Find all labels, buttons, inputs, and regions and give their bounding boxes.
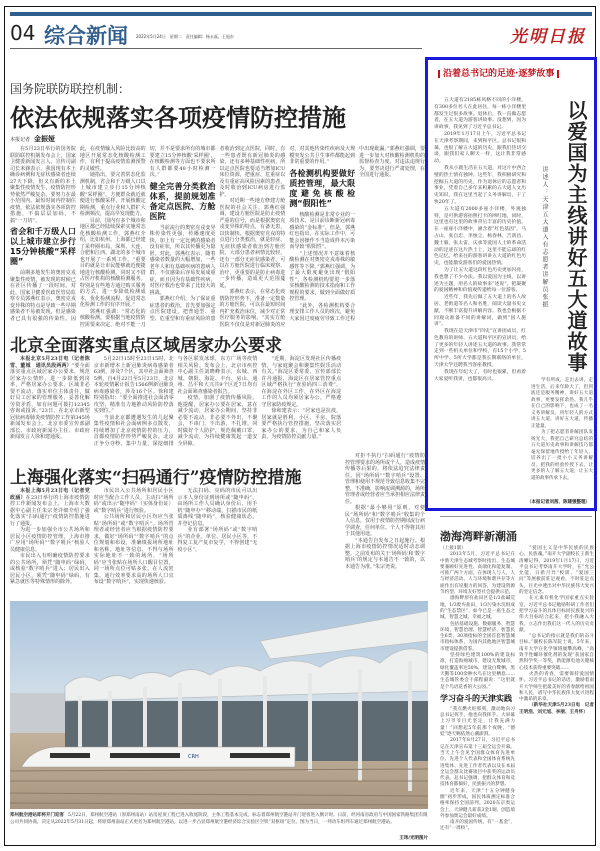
issue-meta: 2022年5月24日 星期二 责任编辑：杨永磊、王旭东 xyxy=(136,34,234,39)
paragraph: 徐和建表示：“居家也是抗疫，居家就是胜利。小区、平房、院落要严格执行管控措施，坚决落实居家办公的要求，为自己和家人负责，为疫情防控贡献力量。” xyxy=(261,408,342,440)
paragraph: “我点燃火炬那刻，激动地向习总书记挥手，他也向我挥手。大屏幕上习爷爷目光坚定，让我充满力量！”回想起5年前那个夜晚，“德娃”逐天赐依然心潮澎湃。 xyxy=(440,706,515,738)
sign-off: （新华社天津5月23日电 记者王明浩、刘元旭、李丽、王舟怀） xyxy=(519,703,594,715)
paragraph: 郭燕红表示，在常态化疫情防控形势下，准备一定数量的方舱医院，可以在最短时间内扩充救治床位，减少对正常医疗服务的影响。“其实方舱医院不仅仅是对新冠肺炎的应对，对其他传染性疾病及大规模突发公共卫生事件都能起到非常重要的作用。” xyxy=(219,146,356,328)
page-number: 04 xyxy=(10,21,36,45)
feature-byline: 讲述人：天津五大道入有志愿者讲解员张振 xyxy=(541,166,548,309)
subheading: 各检测机构要做好质控管理，最大限度避免核酸检测“假阳性” xyxy=(289,168,356,208)
paragraph: “总书记的指示就是我们的奋斗目标。”副校长陈军院士说，5年来，南开大学在化学领域屡攀高峰，“高效手性螺环催化剂的发现”获国家自然科学奖一等奖，新能源电池关键核心技术获得重要突破…… xyxy=(519,634,594,671)
top-rule xyxy=(10,12,592,16)
paragraph xyxy=(10,488,90,527)
column-tag xyxy=(438,66,559,79)
paragraph: 根据“最小够用”原则，对便民“场所码”和“数字哨兵”收集的个人信息，仅用于疫情防控期间流行病学调查，任何单位、个人不得将其用于其他用途。 xyxy=(345,505,426,537)
lead-kicker: 国务院联防联控机制： xyxy=(10,82,131,96)
paragraph: 南开的爱国传统，有“一基金”，还有“一周校”。 xyxy=(440,820,515,832)
paragraph: 郭燕红强调：“常态化的核酸检测，要根据当地疫情防控需要来决定，绝对不能一刀切，并不是要求所有的城市都要建立15分钟核酸‘采样圈’，在核酸检测等方面也不要求所有人群都要48小时检测一次。” xyxy=(79,146,216,328)
subheading: 健全完善分类救治体系，提前规划准备定点医院、方舱医院 xyxy=(149,181,216,221)
paragraph: 业有部署“场所码”或“数字哨兵”的企业、单位、居民小区等，不得复工复产复市复学，不得创建“无疫小区”。 xyxy=(177,527,258,553)
paragraph: 对拒不执行“扫码通行”疫情防控管理要求的场所或个人，造成疫情传播等后果的，将依法追究法律责任。因“场所码”“数字哨兵”设置、管理和使用不规范导致信息收集不完整，不准确，影响流调溯源的，场所管理者或经营者应当承担相应法律责任。 xyxy=(345,453,426,505)
dateline: 本报上海5月23日电（记者党政涵） xyxy=(10,488,90,501)
dateline: 本报北京5月23日电（记者陈雪、董城 通讯员段两两） xyxy=(10,356,90,369)
paragraph: 郭燕红介绍，为了保证重症患者的救治，首先要加强定点医院建设，把普通型、重型、危重型和有重症风险的患者收治到定点医院，同时，有一些患者既有新冠肺炎的感染，还有多种基础性疾病，所以定点医院也要适当增加ICU床位资源，把重症、危重症以及有重症高风险因素的患者，及时收治到ICU病房进行监护。 xyxy=(149,146,286,322)
subheading: 学习奋斗的天津实践 xyxy=(440,693,512,703)
paragraph: 在元素有机化学国家重点实验室，习近平总书记勉励科研工作者们把学习奋斗的具体目标同民族复兴的伟大目标结合起来，把小我融入大我，立志作出我们这一代人的历史贡献。 xyxy=(519,596,594,633)
train-station-image xyxy=(10,601,428,809)
paragraph xyxy=(10,356,90,441)
paragraph: 2013年5月，习近平总书记在中新天津生态城考察时指出，生态城要兼顾好先进性、高端化和能复制、可推广两个方面，在体现人与人、人与经济活动、人与环境和谐共存等方面作出有说服力的回答，为建设资源节约型、环境友好型社会提供示范。 xyxy=(440,552,515,596)
paragraph: 在5月23日举行的国务院联防联控机制发布会上，国家卫健委新闻发言人、宣传司副司长米锋表示，我国现有本土确诊病例和无症状感染者连续27天下降，但又有新的本土聚集性疫情发生，疫情防控形势依然严峻复杂。要努力在最小范围内、最短时间内控制住疫情，依法依规落实各项防控措施，不搞层层加码，不搞“一刀切”。 xyxy=(10,146,76,224)
paragraph: 为进一步加强全市公共场所和居民小区疫情防控管理，上海市推广应用“场所码”“数字哨兵”核验人员健康信息。 xyxy=(10,527,90,553)
beijing-headline: 北京全面落实重点区域居家办公要求 xyxy=(10,336,282,356)
byline-label: 本报记者 xyxy=(10,137,31,143)
paragraph: 疫情，加剧了疫情传播风险。他提醒，居家办公要在居家，意在减少流动，居家办公期间，坚持非必要不流动，非必要不外出，不聚会，不串门，不出游，不扎堆。同时做好个人防护，规范佩戴口罩，减少流动，为持续健康筑起一道安全屏障。 xyxy=(177,395,258,447)
paragraph: 火热的青春，需要保持爱国情怀。习近平总书记的话语，激励着南开大学师生把最美好的青春献给祖国和人民，谱写中华民族伟大复兴进程中激昂的乐章。 xyxy=(519,671,594,703)
tag-mark-icon xyxy=(557,70,559,78)
paragraph: 目前，国内有多个城市和地区都已经陆续探索实施常态化核酸检测工作。郭燕红介绍，比如杭州、上海都已经建了采样圈布局，深圳、大连、合肥和江西、湖北的多个城市也开展了一系列工作。“重要目的就是让市民能够就近便捷地进行核酸检测，同时又不借占医疗机构的核酸检测服务。特别是有些地方通过购买服务的方式，进一步降低检测成本，优化检测流程，促进常态化检测工作的有序开展。” xyxy=(79,217,146,308)
bohai-headline: 渤海湾畔新潮涌 xyxy=(440,530,517,543)
lead-headline: 依法依规落实各项疫情防控措施 xyxy=(10,103,346,132)
paragraph: “上述情况并不意味着核酸检测在对奥密克戎毒株的敏感性等下降。”郭燕红强调，为了最大限度避免出现“假阳性”，各检测机构要进一步落实核酸检测的技术指南和工作规程的要求，做到全面做好质控管理。 xyxy=(289,250,356,302)
section-title: 综合新闻 xyxy=(44,23,128,48)
feature-sign: （本报记者刘茜、陈建强整理） xyxy=(527,500,590,505)
train-label: CRH xyxy=(188,754,199,760)
bohai-story-body xyxy=(440,546,594,842)
paragraph: “此外，各检测机构要合理安排工作人员的班次，避免大家因过度疲劳导致工作过程中出现纰漏。”郭燕红强调，要进一步加大对核酸检测机构的监督检查力度，对违法违规行为，要坚决进行严肃处理，在全国进行通报。 xyxy=(289,146,425,322)
lead-story-body xyxy=(10,146,425,328)
paragraph: 当前流行的奥密克戎变异株传染性更强，传播速度更快，加上有一定比例的感染者没有症状，所以其传播更为隐匿。对此，郭燕红表示，随着感染者数量的大幅增加，一些老年人和有基础疾病的患病人群，不仅感染后容易发展成重症，而且因为有基础性疾病，对医疗救治也带来了比较大的挑战。 xyxy=(149,224,216,296)
paragraph: 2019年1月17日上午，习近平总书记在天津考察期间，来到和平区。总书记很和蔼，也很了解五大道的历史，跟我们热切交谈，跟我们家人聊天一样，这让我非常感动。 xyxy=(434,131,526,165)
paragraph: 我从小就生活在五大道，对这片中西合璧的热土情有独钟。这些年，我积极研究和挖掘五大道的历史，作为退休后的志愿者和事业，凭着自己多年来积累的五大道人文历史知识，我在这里当起了义务讲解员，干了快20年了。 xyxy=(434,165,526,205)
paragraph: 渤海畔原有盐田区是1/3盐碱荒地，1/3废弃盐田，1/3污染水坑组成的“生态禁区”，如今已是一座生态之城、智慧之城、幸福之城。 xyxy=(440,596,515,621)
paragraph: 对近期一些地方修建方舱医院的社会关注，郭燕红强调，建设方舱医院是防止疫情严重的信号，而是根据奥密克戎变异株的特点，有备无患，以快制快。根据奥密克戎的特点进行分类救治，就是轻症、无症状感染者收治到方舱医院，大部分患者病情比较轻，还有一部分无症状感染者，可以在方舱医院进行临床观察、治疗，更重要的是防止病毒进一步传播，造成更大范围蔓延。 xyxy=(219,198,286,289)
paragraph: 五大道有2185栋风格不同的小洋楼，有300多位名人在此居住，每一栋小洋楼里都发生过很多故事。退休后，我一直做志愿者，在五大道为游客讲故事。没想到，因为讲故事，我见到了习近平总书记。 xyxy=(434,98,526,131)
paragraph-text: “要全面落实重点区域居家办公要求，规范居家办公情形，进一步降低到岗率，严格居家办公要求，区域非必要不流动，落实单位主体责任，做好员工居家的管理服务，妥善化解劳资矛盾，如有问题可拨打12345咨询或投诉。”23日，在北京市新型冠状病毒肺炎疫情防控工作第345场新闻发布会上，北京市委宣传部副部长、市政府新闻办主任、市政府新闻发言人徐和建通报。 xyxy=(10,362,90,440)
caption-text: 5月22日，郑州航空港站（原郑州南站）站房屋顶工程已进入收尾阶段，主体工程基本完成，标志着郑州航空港站开门迎客进入倒计时。日前，经河南省政府与中国国家铁路集团有限公司共同协商，决定从2022年5月31日起，将原郑州南站正式更名为郑州航空港站，以进一步凸显郑州航空港经济综合实验区空铁“双枢纽”定位。图为当日，一列动车组列车通过郑州航空港站。 xyxy=(10,813,428,825)
paragraph: “近期，海淀区发现社区传播疫情，与家庭聚会和聚集性娱乐活动有关。”海淀区委常委、宣传部部长许丹通报，海淀区在居家管控重点区域严格执行“查验码四三消费”，在海淀在外区工作，在外区在海淀工作的人员均须居家办公，严格遵守居家防疫规定。 xyxy=(261,356,342,408)
paragraph: 市民出入有明确疫情防控要求的公共场所，须凭“随申码”绿码，或核验“数字哨兵”进入；居民出入居民小区，须凭“随申码”绿码，有紧急就医等特殊情形的除外。 xyxy=(10,553,90,585)
train xyxy=(22,747,295,767)
paragraph: 我现在是天津市“四史”宣讲团成员，红色教育的讲师、五大道和平区的宣讲员，给了更多的年轻人讲述五大道的故事。我常常走到一些机关单位和学校，有15个小学、5所中学、5所大学都是我长期联络的单位，天津大学还聘我当客座教授。 xyxy=(434,329,526,369)
paragraph-text: 在23日举行的上海市疫情防控工作新闻发布会上，上海市大数据中心副主任朱宗尧详细介绍了强化落实“扫码通行”疫情防控措施进行了通报。 xyxy=(10,494,90,527)
paragraph: （上接1版） xyxy=(440,546,466,551)
paragraph: 5月22日15时至23日15时，北京市新增本土新冠肺炎病毒感染者63例，涉及7个区，其中社会面筛查5例。自4月22日至5月23日，北京本轮疫情累计报告1566例新冠肺炎病毒感染者，涉及16个区。徐和建特别指出：“要全面推进社会面清零攻坚，精准有力地推动风险防控落实到位。” xyxy=(93,356,174,414)
paragraph: 她指出，要完善常态化监测机制，省会和千万级人口以上城市建立步行15分钟核酸“采样圈”，方便群众就近就便进行核酸采样，开展核酸定期检测，重点行业和人群扩大检测频次，提高早发现能力。 xyxy=(79,172,146,217)
feature-body-right xyxy=(531,378,593,494)
paragraph: 2017年8月27日，习近平总书记在天津宣布第十三届全运会开幕。当天上午会见全国群众体育先进单位、先进个人代表和全国体育系统先进集体、先进工作者代表以及在本届全运会群众比赛项目中获奖的运动员代表。总书记强调，把群众体育和竞技体育都搞好，民族振兴的梦想。 xyxy=(440,738,515,788)
feature-box-highlight xyxy=(425,57,597,511)
byline-name: 金振娅 xyxy=(34,135,56,143)
paragraph: 市民出入公共场所和居民小区时应当配合工作人员，主动扫“场所码”或出示“随申码”（实体身份证）或“数字哨兵”进行核验。 xyxy=(93,488,174,514)
photo-caption xyxy=(10,813,428,826)
photo-credit: 王玮/光明图片 xyxy=(399,836,428,841)
tag-text: 沿着总书记的足迹·逐梦故事 xyxy=(443,69,555,79)
paragraph: 近年来，天津“十五分钟健身圈”初步形成，国民体质测定标准合格率保持全国前列。2020东京奥运会上，天津健儿斩获3金1铜，创造境外参加奥运会最好成绩。 xyxy=(440,788,515,819)
feature-body-left xyxy=(434,98,526,498)
shanghai-story-body xyxy=(10,488,341,596)
paragraph: “爱国主义是中华民族的民族心、民族魂。”南开大学副校长王新生清晰记得，2019年1月17日，习近平总书记考察南开大学时，在“允公允能，日新月异”校训、“爱国三问”等展板前驻足观看，不时驻足点头，目光中透出对中华民族伟大复兴的坚定信念。 xyxy=(519,546,594,596)
header-divider xyxy=(10,48,422,49)
shanghai-story-body-continued xyxy=(345,453,425,597)
paragraph: 当前北京都遭遇发生的几起聚集性疫情和社会面病例多点散发，持续增加了北京疫情防控的压力，首都疫情防控形势严峻复杂。北京正争分夺秒、集中力量，深挖细排与各区联发冰球，东方广场等疫情相关风险。发布会上，北京市疾控中心副主任刘晓峰表示，东城、西城、朝阳、海淀、丰台、房山、通州、昌平和大兴共9个区近7日均有社会面筛查感染者报告。 xyxy=(93,356,258,447)
section-divider xyxy=(440,516,592,517)
paragraph: 五大道有2000多座小洋楼，外观独特，是可供游客拍照打卡的网红地，同时，这里也有这里的故事背后丰富的历史价值。在一座座小洋楼中，涵含着“红色基因”，马占山、张自忠、李烛尘、杨春林、吉鸿昌、魏士毅、张太雷、庆承等爱国人士的革命活动的足迹在这片热土上，这里不能忘却的红色记忆。给来往的游客讲讲五大道的红色历史，也能激发游客们的爱国热情。 xyxy=(434,206,526,267)
feature-title: 以爱国为主线讲好五大道故事 xyxy=(564,100,588,373)
paragraph: 包括基础设施、数据服务、智慧环境、智慧治理、智慧经济、智慧民生6类、30项指标的全国首套智慧城市指标体系，为国内其他地区智慧城市建设提供借鉴。 xyxy=(440,621,515,652)
tag-mark-icon xyxy=(438,70,440,78)
shanghai-headline: 上海强化落实“扫码通行”疫情防控措施 xyxy=(10,468,302,488)
paragraph: “本通告自发布之日起施行。根据上海市疫情防控情况适时动态调整。之前发布的关于‘场所码’和‘数字哨兵’的规定与本通告不一致的，以本通告为准。”朱宗尧说。 xyxy=(345,537,425,570)
paragraph: 为了让五大道这段红色历史更加闪亮，我也想了不少办法。我以爱国为主线，以讲述为主题，用名人的故事来“述说”，把凝聚的爱国精神和价值观传递给每一位游客。 xyxy=(434,267,526,294)
paragraph: 我现在年纪大了，有时也很累，但看着大家爱听我讲，也都很高兴。 xyxy=(434,369,526,382)
newspaper-logo: 光明日报 xyxy=(510,27,586,47)
paragraph: 近些年，我先后做了五大道上的名人故居、老街道等名人和名胜，阅读大量书史文献，不断丰富提升讲解内容。我也会根据不同观众准备不同的讲解词，做到“因人施讲”。 xyxy=(434,295,526,328)
subheading: 省会和千万级人口以上城市建立步行15分钟核酸“采样圈” xyxy=(10,227,76,266)
paragraph: 前期多地发生的奥密克戎聚集性疫情，被发现的时候已在社区传播了一段时间。对此，国家卫健委医政医管局监察专员郭燕红表示，奥密克戎变异株的特点是导致一些早期感染者不易被发现，但是感染者已具有很强的传染性。因此，在疫情输入风险比较高的地区开展常态化核酸检测工作，有利于提高疫情监测预警的灵敏性。 xyxy=(10,146,146,322)
paragraph: 学有所成，走出去讲，走进生活，后来年龄大了，但到底还是服务精神，讲好五大道故事，更要发挥余热。我几乎在自己的影响下，也成了一名义务讲解员，用年轻人的方式讲五大道，讲好五大道，传播正能量。 xyxy=(531,378,593,429)
station-photo xyxy=(10,601,428,809)
beijing-story-body xyxy=(10,356,425,450)
caption-title: 郑州航空港站即将开门迎客 xyxy=(10,813,64,818)
paragraph: 为了把志愿者讲解团队发扬光大，我把自己研究总结的五大道历史故事和讲解技巧都毫无保留地传授给了年轻人，培养出了一批小小义务讲解员。把我的经验传授下去，让更多的人了解五大道，让五大道的故事传承下去。 xyxy=(531,430,593,481)
lead-byline xyxy=(10,134,55,144)
paragraph: 公共场所和居民小区均应当张贴“场所码”或“数字哨兵”。场所管理者或经营者应当根据疫情防控要求，做好“场所码”“数字哨兵”的点位规划和布设，准确填报场所地址和名称。地址等信息、不得与场所实际地址不一致的场所，“场所码”应当张贴在场所人口醒目位置，同一场所点位可贴多张。在人流密集、通行效率要求高的场所人口宜布设“数字哨兵”，实现快速核验。 xyxy=(93,514,174,585)
paragraph: 无法扫码、亮码的市民可以出示本人身份证到场所或“随申码”，由场所工作人员确认身份后，用手机“随申办”“移动端，扫描市民的纸质离线“随申码”，核验健康状态，并登记信息。 xyxy=(177,488,258,527)
paragraph: 坚持绿色建筑100%的建设标准，打造海绵城市，建设无废城市，绿化覆盖率达50%，建设白鹭栖、黑天鹅等100余种水鸟在这里栖息……生态城管委会干部程毅说：“这里就是个鸟语花香的大公园。” xyxy=(440,653,515,690)
paragraph: 核酸检测是非常专业的一项技术，是目前诊断新冠病毒感染的“金标准”。但是，郭燕红也指出，在实际工作中，可能会因操作不当造成样本污染而导致“假阳性”。 xyxy=(289,211,356,250)
